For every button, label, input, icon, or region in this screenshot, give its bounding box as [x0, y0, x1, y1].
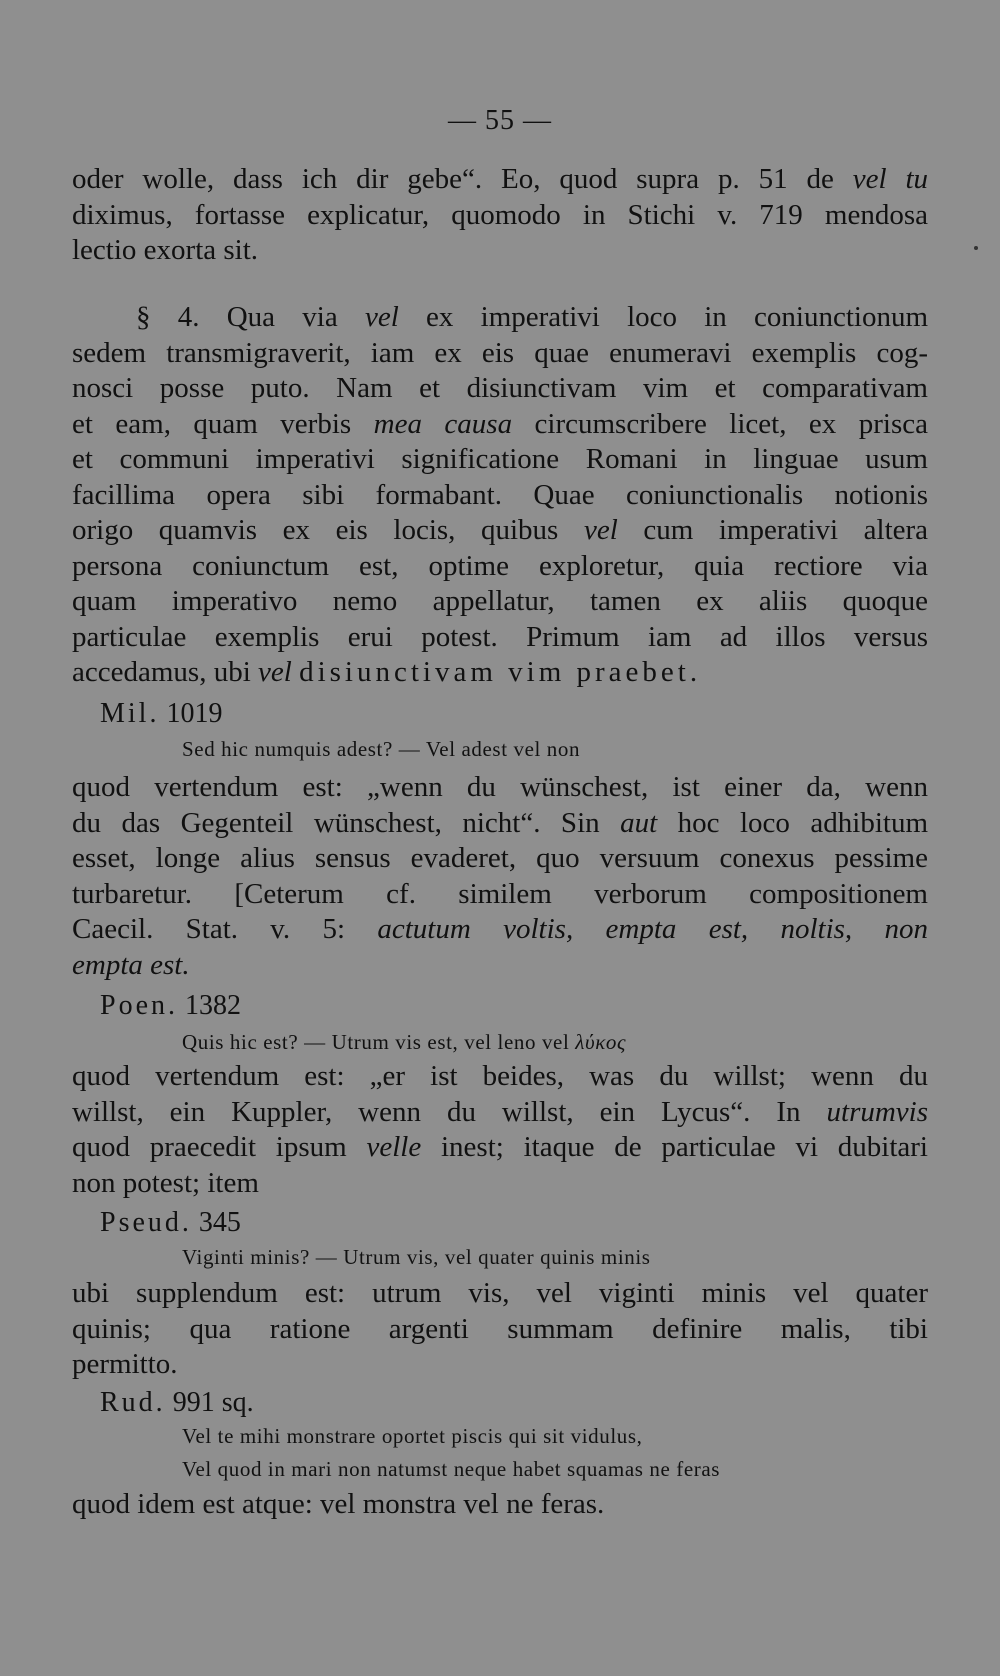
- commentary-mil: [72, 770, 928, 983]
- text-line: du das Gegenteil wünschest, nicht“. Sin aut hoc loco adhibitum: [72, 806, 929, 839]
- text-line: particulae exemplis erui potest. Primum iam ad illos versus: [72, 620, 928, 653]
- scan-speck: [974, 246, 978, 250]
- text-line: quinis; qua ratione argenti summam definire malis, tibi: [72, 1312, 928, 1345]
- citation-reference: Poen. 1382: [100, 990, 241, 1021]
- commentary-poen: [72, 1059, 928, 1201]
- text-line: permitto.: [72, 1348, 178, 1380]
- text-line: quod idem est atque: vel monstra vel ne feras.: [72, 1488, 605, 1520]
- text-line: origo quamvis ex eis locis, quibus vel cum imperativi altera: [72, 514, 929, 546]
- citation-reference: Pseud. 345: [100, 1207, 241, 1238]
- text-line: Caecil. Stat. v. 5: actutum voltis, empta est, noltis, non: [72, 913, 928, 945]
- text-line: persona coniunctum est, optime exploretur, quia rectiore via: [72, 549, 928, 582]
- text-line: quod praecedit ipsum velle inest; itaque de particulae vi dubitari: [72, 1131, 928, 1163]
- commentary-pseud: [72, 1276, 928, 1383]
- text-line: nosci posse puto. Nam et disiunctivam vim et comparativam: [72, 372, 928, 404]
- paragraph-1: [72, 162, 928, 269]
- text-line: empta est.: [72, 948, 190, 981]
- text-line: quod vertendum est: „wenn du wünschest, ist einer da, wenn: [72, 771, 928, 803]
- text-line: quam imperativo nemo appellatur, tamen ex aliis quoque: [72, 585, 928, 617]
- text-line: willst, ein Kuppler, wenn du willst, ein Lycus“. In utrumvis: [72, 1095, 929, 1128]
- text-line: accedamus, ubi vel disiunctivam vim praebet.: [72, 656, 702, 688]
- verse-quote: Viginti minis? — Utrum vis, vel quater quinis minis: [182, 1245, 651, 1269]
- text-line: oder wolle, dass ich dir gebe“. Eo, quod supra p. 51 de vel tu: [72, 163, 928, 195]
- citation-reference: Mil. 1019: [100, 698, 223, 729]
- text-line: et eam, quam verbis mea causa circumscribere licet, ex prisca: [72, 407, 928, 440]
- text-line: ubi supplendum est: utrum vis, vel viginti minis vel quater: [72, 1277, 928, 1309]
- page-number: — 55 —: [448, 105, 552, 136]
- verse-quote: Sed hic numquis adest? — Vel adest vel non: [182, 737, 581, 761]
- text-line: diximus, fortasse explicatur, quomodo in Stichi v. 719 mendosa: [72, 198, 928, 231]
- text-line: sedem transmigraverit, iam ex eis quae enumeravi exemplis cog-: [72, 336, 928, 369]
- text-line: non potest; item: [72, 1166, 259, 1199]
- verse-quote: Quis hic est? — Utrum vis est, vel leno vel λύκος: [182, 1030, 627, 1054]
- text-line: § 4. Qua via vel ex imperativi loco in coniunctionum: [136, 301, 929, 333]
- citation-reference: Rud. 991 sq.: [100, 1387, 254, 1418]
- commentary-rud: [72, 1487, 928, 1523]
- text-line: lectio exorta sit.: [72, 234, 259, 266]
- paragraph-section-4: [72, 300, 928, 691]
- text-line: quod vertendum est: „er ist beides, was du willst; wenn du: [72, 1060, 928, 1092]
- text-line: facillima opera sibi formabant. Quae coniunctionalis notionis: [72, 478, 928, 511]
- text-line: et communi imperativi significatione Romani in linguae usum: [72, 443, 928, 475]
- text-line: esset, longe alius sensus evaderet, quo versuum conexus pessime: [72, 842, 928, 874]
- text-line: turbaretur. [Ceterum cf. similem verborum compositionem: [72, 877, 928, 910]
- verse-quote: Vel te mihi monstrare oportet piscis qui sit vidulus,: [182, 1424, 643, 1448]
- verse-quote: Vel quod in mari non natumst neque habet squamas ne feras: [182, 1457, 721, 1481]
